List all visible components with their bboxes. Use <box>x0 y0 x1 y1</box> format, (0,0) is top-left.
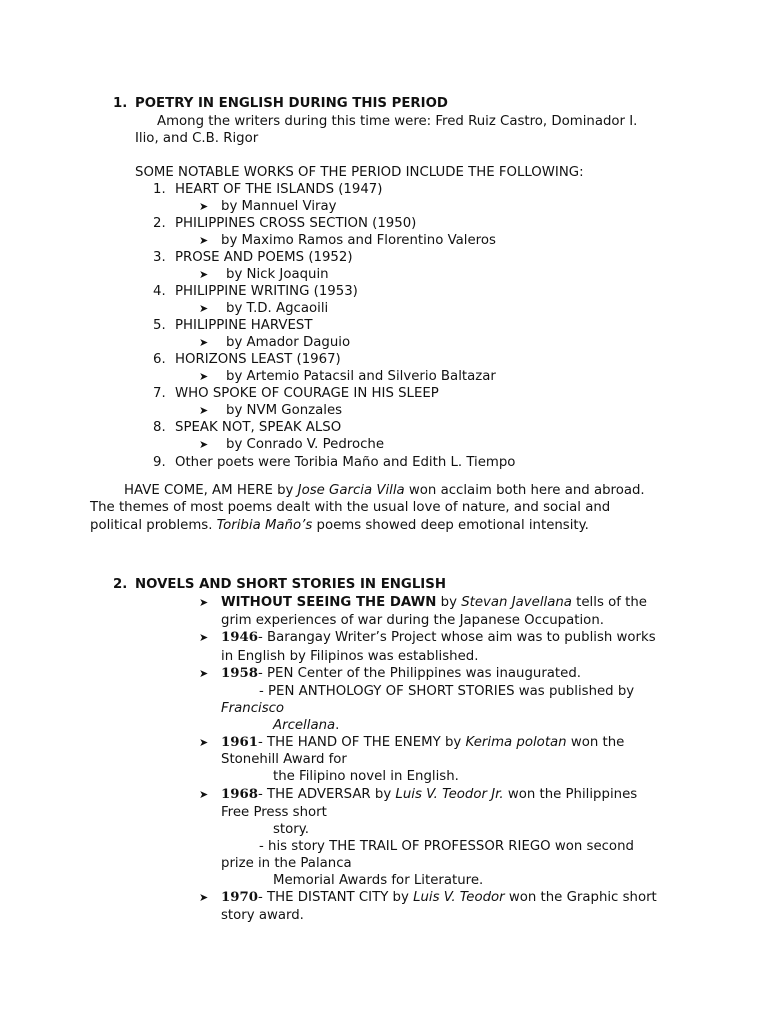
paragraph-line1 <box>124 482 645 499</box>
year: 1970 <box>221 890 259 905</box>
work-number: 1. <box>153 182 166 197</box>
work-number: 6. <box>153 352 166 367</box>
arrow-bullet-icon: ➤ <box>199 438 209 451</box>
arrow-bullet-icon: ➤ <box>199 200 209 213</box>
novel-entry-line: in English by Filipinos was established. <box>221 649 479 664</box>
paragraph-text: political problems. <box>90 518 217 533</box>
section1-intro-line2: Ilio, and C.B. Rigor <box>135 131 259 146</box>
year: 1946 <box>221 630 259 645</box>
arrow-bullet-icon: ➤ <box>199 667 209 680</box>
novel-entry-line <box>221 594 647 611</box>
novel-entry-line <box>273 717 339 734</box>
work-number: 7. <box>153 386 166 401</box>
arrow-bullet-icon: ➤ <box>199 891 209 904</box>
work-title: WHO SPOKE OF COURAGE IN HIS SLEEP <box>175 386 439 401</box>
entry-text: - Barangay Writer’s Project whose aim was to publish works <box>258 630 656 645</box>
novel-entry-line <box>221 734 624 751</box>
arrow-bullet-icon: ➤ <box>199 788 209 801</box>
section1-number: 1. <box>113 96 128 111</box>
work-author: by Maximo Ramos and Florentino Valeros <box>221 233 496 248</box>
author-name: Francisco <box>221 701 285 716</box>
entry-text: won the Graphic short <box>504 890 657 905</box>
novel-entry-line <box>221 786 637 803</box>
work-number: 5. <box>153 318 166 333</box>
arrow-bullet-icon: ➤ <box>199 736 209 749</box>
entry-text: - THE DISTANT CITY by <box>258 890 414 905</box>
entry-text: tells of the <box>571 595 647 610</box>
year: 1958 <box>221 666 259 681</box>
work-number: 3. <box>153 250 166 265</box>
novel-entry-line: Stonehill Award for <box>221 752 347 767</box>
arrow-bullet-icon: ➤ <box>199 596 209 609</box>
work-author: by Artemio Patacsil and Silverio Baltazar <box>226 369 496 384</box>
author-name: Luis V. Teodor Jr. <box>395 787 504 802</box>
paragraph-line3 <box>90 517 589 534</box>
paragraph-text: poems showed deep emotional intensity. <box>312 518 589 533</box>
arrow-bullet-icon: ➤ <box>199 631 209 644</box>
section1-heading: POETRY IN ENGLISH DURING THIS PERIOD <box>135 96 448 111</box>
work-author: by Amador Daguio <box>226 335 351 350</box>
arrow-bullet-icon: ➤ <box>199 302 209 315</box>
novel-entry-line: grim experiences of war during the Japanese Occupation. <box>221 613 604 628</box>
novel-entry-line <box>221 889 657 906</box>
work-title: HEART OF THE ISLANDS (1947) <box>175 182 383 197</box>
novel-entry-line <box>221 665 581 682</box>
paragraph-text: HAVE COME, AM HERE by <box>124 483 298 498</box>
novel-entry-line: - his story THE TRAIL OF PROFESSOR RIEGO won second <box>259 839 634 854</box>
work-author: by Conrado V. Pedroche <box>226 437 385 452</box>
author-name: Stevan Javellana <box>461 595 572 610</box>
novel-entry-line: story. <box>273 822 309 837</box>
novel-entry-line: the Filipino novel in English. <box>273 769 459 784</box>
novel-entry-line: - PEN ANTHOLOGY OF SHORT STORIES was published by <box>259 684 635 699</box>
year: 1961 <box>221 735 259 750</box>
other-poets-item: Other poets were Toribia Maño and Edith L. Tiempo <box>175 455 516 470</box>
arrow-bullet-icon: ➤ <box>199 268 209 281</box>
arrow-bullet-icon: ➤ <box>199 336 209 349</box>
work-author: by T.D. Agcaoili <box>226 301 329 316</box>
arrow-bullet-icon: ➤ <box>199 404 209 417</box>
arrow-bullet-icon: ➤ <box>199 234 209 247</box>
author-name: Arcellana <box>273 718 336 733</box>
work-title: HORIZONS LEAST (1967) <box>175 352 341 367</box>
author-name: Kerima polotan <box>465 735 567 750</box>
novel-entry-line: story award. <box>221 908 304 923</box>
novel-entry-line: Free Press short <box>221 805 327 820</box>
work-number: 9. <box>153 455 166 470</box>
work-author: by Nick Joaquin <box>226 267 329 282</box>
work-author: by Mannuel Viray <box>221 199 337 214</box>
entry-text: - PEN Center of the Philippines was inaugurated. <box>258 666 581 681</box>
author-name: Luis V. Teodor <box>413 890 505 905</box>
work-title: PHILIPPINES CROSS SECTION (1950) <box>175 216 417 231</box>
work-number: 2. <box>153 216 166 231</box>
work-number: 4. <box>153 284 166 299</box>
novel-entry-line <box>221 629 656 646</box>
entry-text: - THE ADVERSAR by <box>258 787 396 802</box>
novel-entry-line: prize in the Palanca <box>221 856 352 871</box>
entry-text: . <box>335 718 340 733</box>
entry-text: won the Philippines <box>503 787 638 802</box>
arrow-bullet-icon: ➤ <box>199 370 209 383</box>
entry-text: - THE HAND OF THE ENEMY by <box>258 735 466 750</box>
paragraph-line2: The themes of most poems dealt with the usual love of nature, and social and <box>90 500 611 515</box>
work-title: SPEAK NOT, SPEAK ALSO <box>175 420 342 435</box>
novel-title: WITHOUT SEEING THE DAWN <box>221 595 437 610</box>
work-author: by NVM Gonzales <box>226 403 343 418</box>
section1-intro-line1: Among the writers during this time were: Fred Ruiz Castro, Dominador I. <box>157 114 638 129</box>
novel-entry-line: Memorial Awards for Literature. <box>273 873 484 888</box>
work-title: PHILIPPINE WRITING (1953) <box>175 284 358 299</box>
notable-works-heading: SOME NOTABLE WORKS OF THE PERIOD INCLUDE THE FOLLOWING: <box>135 165 584 180</box>
year: 1968 <box>221 787 259 802</box>
section2-heading: NOVELS AND SHORT STORIES IN ENGLISH <box>135 577 446 592</box>
author-name: Toribia Maño’s <box>216 518 313 533</box>
entry-text: won the <box>566 735 625 750</box>
section2-number: 2. <box>113 577 128 592</box>
entry-text: by <box>436 595 462 610</box>
work-title: PHILIPPINE HARVEST <box>175 318 313 333</box>
author-name: Jose Garcia Villa <box>297 483 405 498</box>
work-title: PROSE AND POEMS (1952) <box>175 250 353 265</box>
work-number: 8. <box>153 420 166 435</box>
paragraph-text: won acclaim both here and abroad. <box>404 483 645 498</box>
